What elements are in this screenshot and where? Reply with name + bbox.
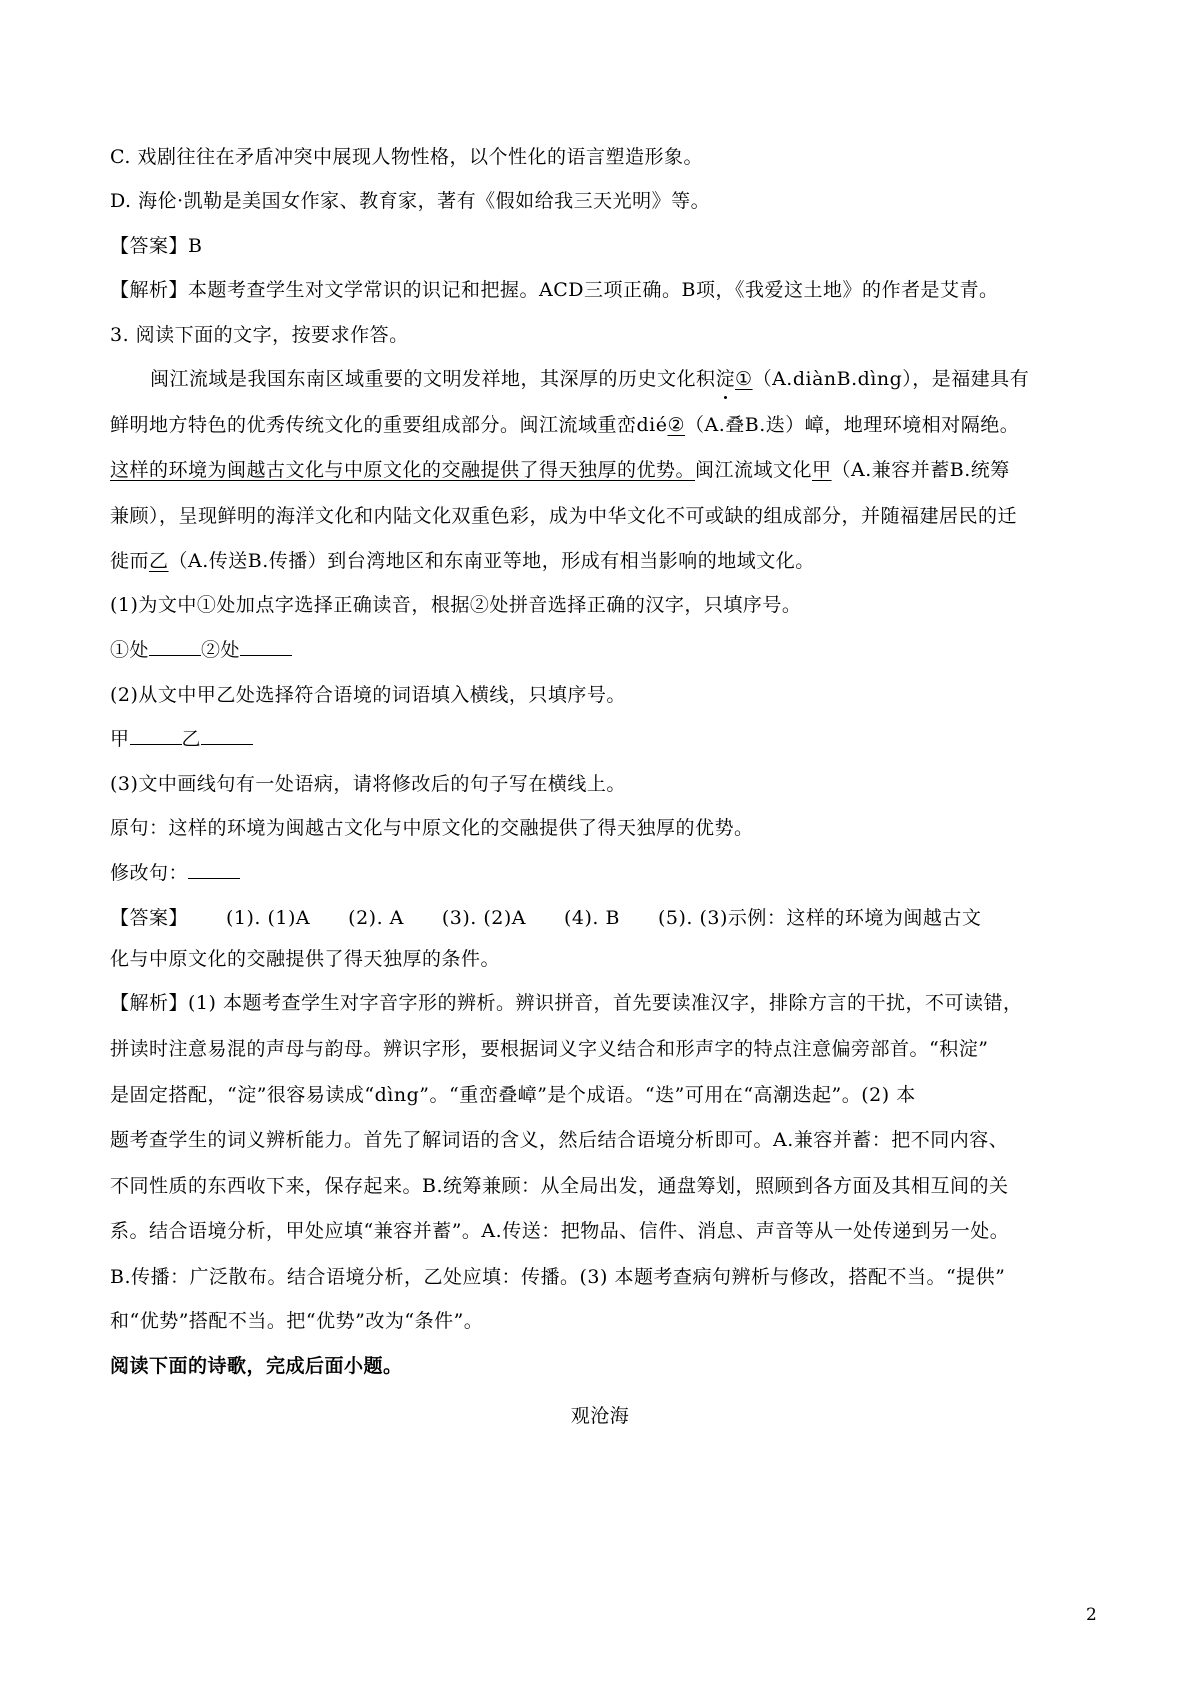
passage-line-3: [110, 456, 1100, 484]
answer-item: (1). (1)A: [226, 907, 311, 929]
option-c: C. 戏剧往往在矛盾冲突中展现人物性格，以个性化的语言塑造形象。: [110, 146, 703, 168]
marker-1: ①: [735, 368, 753, 390]
poem-title: 观沧海: [570, 1405, 630, 1427]
passage-line-4: 兼顾），呈现鲜明的海洋文化和内陆文化双重色彩，成为中华文化不可或缺的组成部分，并随福建居民的迁: [110, 505, 1018, 527]
passage-text: （A.diànB.dìng），是福建具有: [752, 368, 1030, 390]
answer-value: B: [188, 235, 203, 257]
analysis-label: 【解析】: [110, 279, 189, 301]
original-sentence: 原句：这样的环境为闽越古文化与中原文化的交融提供了得天独厚的优势。: [110, 817, 754, 839]
analysis-text: (1) 本题考查学生对字音字形的辨析。辨识拼音，首先要读准汉字，排除方言的干扰，不可读错，: [188, 992, 1023, 1014]
q3-analysis-2: 拼读时注意易混的声母与韵母。辨识字形，要根据词义字义结合和形声字的特点注意偏旁部首。“积淀”: [110, 1038, 989, 1060]
analysis-label: 【解析】: [110, 992, 189, 1014]
fill-label-jia: 甲: [110, 728, 130, 750]
answer-item: (5). (3)示例：这样的环境为闽越古文: [657, 907, 982, 929]
sub-question-2: (2)从文中甲乙处选择符合语境的词语填入横线，只填序号。: [110, 684, 626, 706]
answer-item: (3). (2)A: [441, 907, 527, 929]
q3-title: 3. 阅读下面的文字，按要求作答。: [110, 324, 409, 346]
q3-analysis-5: 不同性质的东西收下来，保存起来。B.统筹兼顾：从全局出发，通盘筹划，照顾到各方面及其相互间的关: [110, 1175, 1009, 1197]
option-d: D. 海伦·凯勒是美国女作家、教育家，著有《假如给我三天光明》等。: [110, 190, 711, 212]
dotted-char: 淀: [716, 365, 736, 393]
revised-label: 修改句：: [110, 862, 189, 884]
passage-text: （A.传送B.传播）到台湾地区和东南亚等地，形成有相当影响的地域文化。: [168, 550, 815, 572]
passage-text: （A.兼容并蓄B.统筹: [831, 459, 1010, 481]
answer-blank[interactable]: [201, 726, 253, 745]
passage-text: 闽江流域文化: [695, 459, 813, 481]
q3-analysis-7: B.传播：广泛散布。结合语境分析，乙处应填：传播。(3) 本题考查病句辨析与修改，搭配不当。“提供”: [110, 1266, 1006, 1288]
underlined-sentence: 这样的环境为闽越古文化与中原文化的交融提供了得天独厚的优势。: [110, 459, 696, 481]
passage-line-5: [110, 547, 1100, 575]
answer-blank[interactable]: [188, 860, 240, 879]
analysis-text: 本题考查学生对文学常识的识记和把握。ACD三项正确。B项，《我爱这土地》的作者是艾青。: [188, 279, 999, 301]
answer-blank[interactable]: [130, 726, 182, 745]
fill-label-yi: 乙: [181, 728, 202, 750]
answer-label: 【答案】: [110, 235, 189, 257]
q3-analysis-8: 和“优势”搭配不当。把“优势”改为“条件”。: [110, 1310, 484, 1332]
page-number: 2: [1086, 1605, 1097, 1625]
q3-analysis-4: 题考查学生的词义辨析能力。首先了解词语的含义，然后结合语境分析即可。A.兼容并蓄：把不同内容、: [110, 1129, 1009, 1151]
sub-question-2-fill: [110, 725, 1100, 753]
revised-sentence: [110, 859, 1100, 887]
q3-analysis-1: [110, 989, 1100, 1017]
passage-text: 鲜明地方特色的优秀传统文化的重要组成部分。闽江流域重峦dié: [110, 414, 668, 436]
fill-label-1: ①处: [110, 639, 150, 661]
marker-jia: 甲: [812, 459, 832, 481]
marker-2: ②: [667, 414, 686, 436]
fill-label-2: ②处: [201, 639, 241, 661]
answer-blank[interactable]: [149, 637, 201, 656]
passage-line-2: [110, 411, 1100, 439]
q3-analysis-6: 系。结合语境分析，甲处应填“兼容并蓄”。A.传送：把物品、信件、消息、声音等从一处传递到另一处。: [110, 1220, 1010, 1242]
answer-blank[interactable]: [240, 637, 292, 656]
marker-yi: 乙: [149, 550, 169, 572]
sub-question-1-fill: [110, 636, 1100, 664]
answer-item: (4). B: [564, 907, 620, 929]
poem-intro: 阅读下面的诗歌，完成后面小题。: [110, 1355, 403, 1377]
passage-line-1: [110, 365, 1100, 393]
q3-answer-cont: 化与中原文化的交融提供了得天独厚的条件。: [110, 948, 501, 970]
q3-answer: [110, 904, 1100, 932]
answer-item: (2). A: [348, 907, 404, 929]
passage-text: 闽江流域是我国东南区域重要的文明发祥地，其深厚的历史文化积: [150, 368, 716, 390]
q2-analysis: [110, 276, 1100, 304]
q2-answer: [110, 232, 1100, 260]
passage-text: （A.叠B.迭）嶂，地理环境相对隔绝。: [685, 414, 1020, 436]
sub-question-3: (3)文中画线句有一处语病，请将修改后的句子写在横线上。: [110, 773, 626, 795]
q3-analysis-3: 是固定搭配，“淀”很容易读成“dìng”。“重峦叠嶂”是个成语。“迭”可用在“高潮迭起”。(2) 本: [110, 1084, 916, 1106]
answer-label: 【答案】: [110, 907, 189, 929]
sub-question-1: (1)为文中①处加点字选择正确读音，根据②处拼音选择正确的汉字，只填序号。: [110, 594, 802, 616]
passage-text: 徙而: [110, 550, 150, 572]
